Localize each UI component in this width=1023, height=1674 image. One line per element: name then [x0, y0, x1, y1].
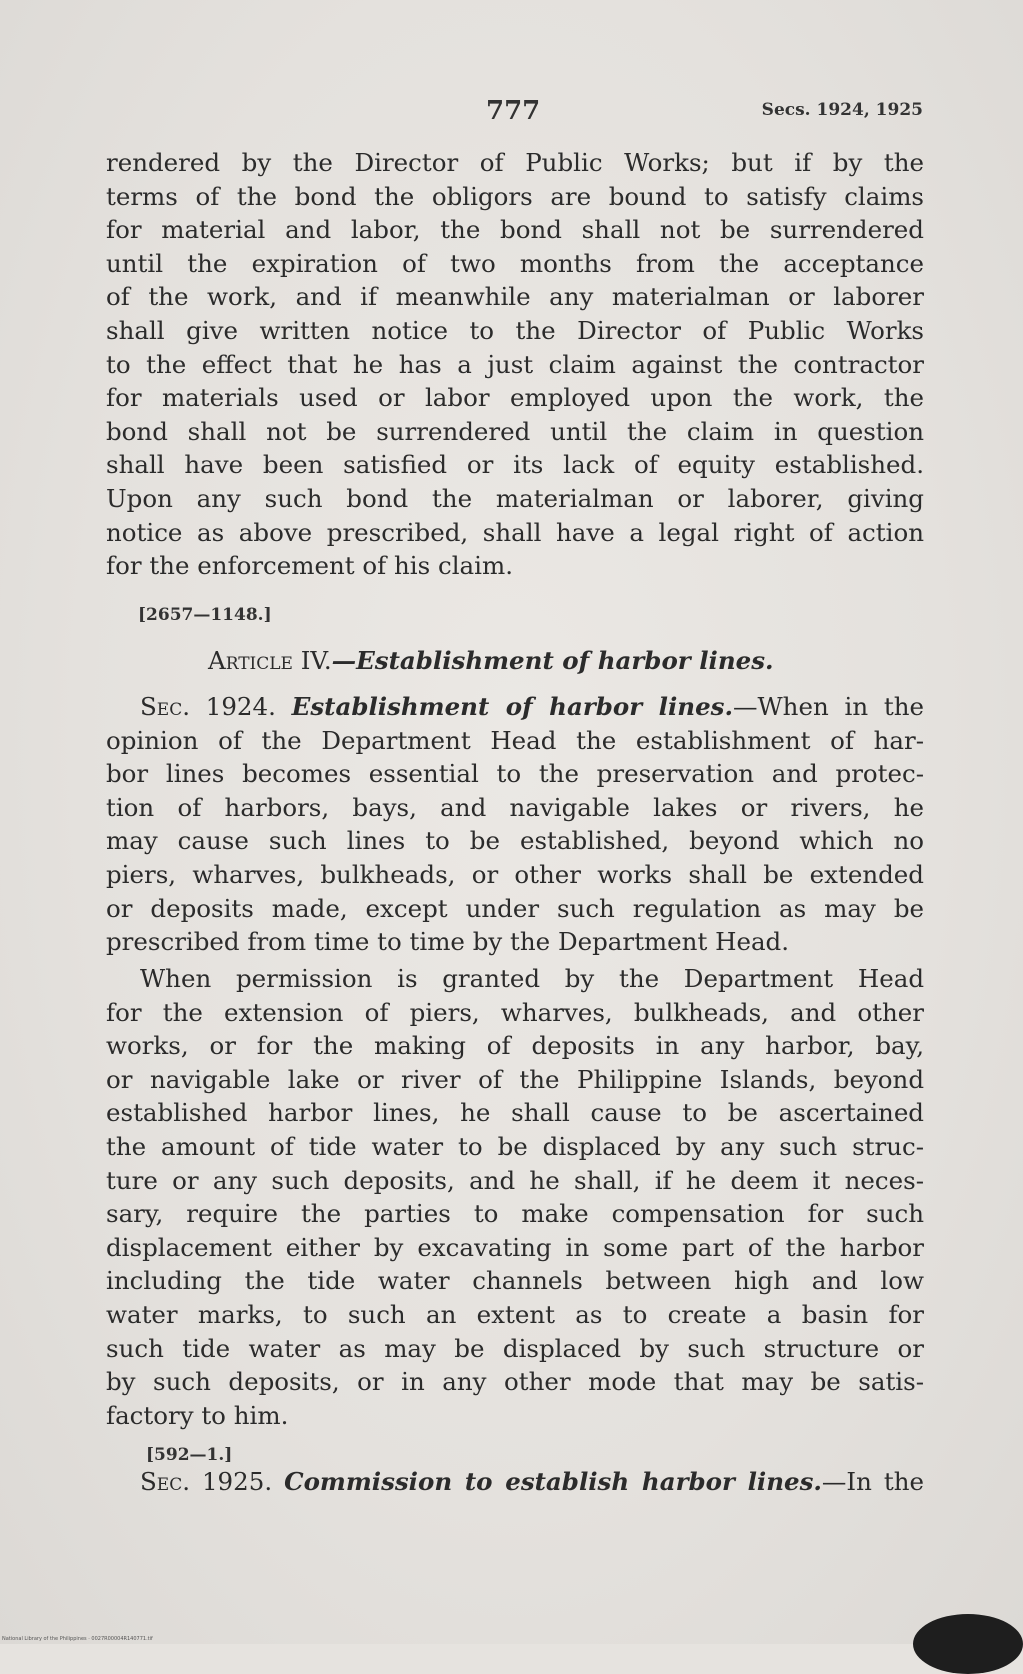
text-line: When permission is granted by the Department Head — [140, 964, 924, 993]
scan-shadow — [913, 1614, 1023, 1674]
section-1924-paragraph-2 — [106, 962, 924, 1432]
text-line: —In the — [821, 1467, 924, 1496]
section-1925 — [106, 1465, 924, 1499]
text-line: for materials used or labor employed upon the work, the — [106, 383, 924, 413]
text-line: by such deposits, or in any other mode that may be satis- — [106, 1367, 924, 1397]
citation-2657: [2657—1148.] — [138, 605, 272, 625]
section-1924-heading-line — [106, 690, 924, 724]
text-line: displacement either by excavating in some part of the harbor — [106, 1232, 924, 1262]
article-title: —Establishment of harbor lines. — [331, 646, 774, 675]
archive-stamp: National Library of the Philippines · 0027R00004R140771.tif — [2, 1636, 153, 1642]
text-line: shall give written notice to the Director of Public Works — [106, 315, 924, 345]
text-line: of the work, and if meanwhile any materialman or laborer — [106, 282, 924, 312]
text-line: for the enforcement of his claim. — [106, 551, 514, 581]
article-heading — [208, 646, 774, 675]
text-line: established harbor lines, he shall cause to be ascertained — [106, 1098, 924, 1128]
text-line: for material and labor, the bond shall not be surrendered — [106, 215, 924, 245]
section-1925-heading-line — [106, 1465, 924, 1499]
text-line: including the tide water channels between high and low — [106, 1266, 924, 1296]
text-line: works, or for the making of deposits in any harbor, bay, — [106, 1031, 924, 1061]
section-label: Sec. 1925. — [140, 1467, 273, 1496]
text-line: sary, require the parties to make compensation for such — [106, 1199, 924, 1229]
text-line: water marks, to such an extent as to create a basin for — [106, 1299, 924, 1329]
text-line: such tide water as may be displaced by such structure or — [106, 1333, 924, 1363]
section-title: Establishment of harbor lines. — [291, 692, 733, 721]
text-line: tion of harbors, bays, and navigable lakes or rivers, he — [106, 792, 924, 822]
section-label: Sec. 1924. — [140, 692, 276, 721]
text-line: until the expiration of two months from the acceptance — [106, 248, 924, 278]
continuation-paragraph — [106, 146, 924, 583]
text-line: bor lines becomes essential to the preservation and protec- — [106, 759, 924, 789]
text-line: opinion of the Department Head the establishment of har- — [106, 725, 924, 755]
text-line: to the effect that he has a just claim against the contractor — [106, 349, 924, 379]
text-line: ture or any such deposits, and he shall, if he deem it neces- — [106, 1165, 924, 1195]
text-line: rendered by the Director of Public Works; but if by the — [106, 148, 924, 177]
text-line: —When in the — [733, 692, 924, 721]
text-line: shall have been satisfied or its lack of equity established. — [106, 450, 924, 480]
section-title: Commission to establish harbor lines. — [284, 1467, 822, 1496]
section-reference: Secs. 1924, 1925 — [761, 100, 923, 120]
text-line: bond shall not be surrendered until the claim in question — [106, 416, 924, 446]
text-line: piers, wharves, bulkheads, or other works shall be extended — [106, 859, 924, 889]
text-line: terms of the bond the obligors are bound to satisfy claims — [106, 181, 924, 211]
page-header — [0, 96, 1023, 136]
text-line: or navigable lake or river of the Philippine Islands, beyond — [106, 1064, 924, 1094]
text-line: prescribed from time to time by the Department Head. — [106, 927, 790, 957]
citation-592: [592—1.] — [146, 1445, 233, 1465]
text-line: the amount of tide water to be displaced by any such struc- — [106, 1131, 924, 1161]
section-1924 — [106, 690, 924, 959]
page-number: 777 — [486, 96, 541, 126]
text-line: notice as above prescribed, shall have a legal right of action — [106, 517, 924, 547]
text-line: for the extension of piers, wharves, bulkheads, and other — [106, 997, 924, 1027]
text-line: may cause such lines to be established, beyond which no — [106, 826, 924, 856]
text-line: Upon any such bond the materialman or laborer, giving — [106, 483, 924, 513]
article-label: Article IV. — [208, 646, 332, 675]
text-line: or deposits made, except under such regulation as may be — [106, 893, 924, 923]
text-line: factory to him. — [106, 1400, 289, 1430]
